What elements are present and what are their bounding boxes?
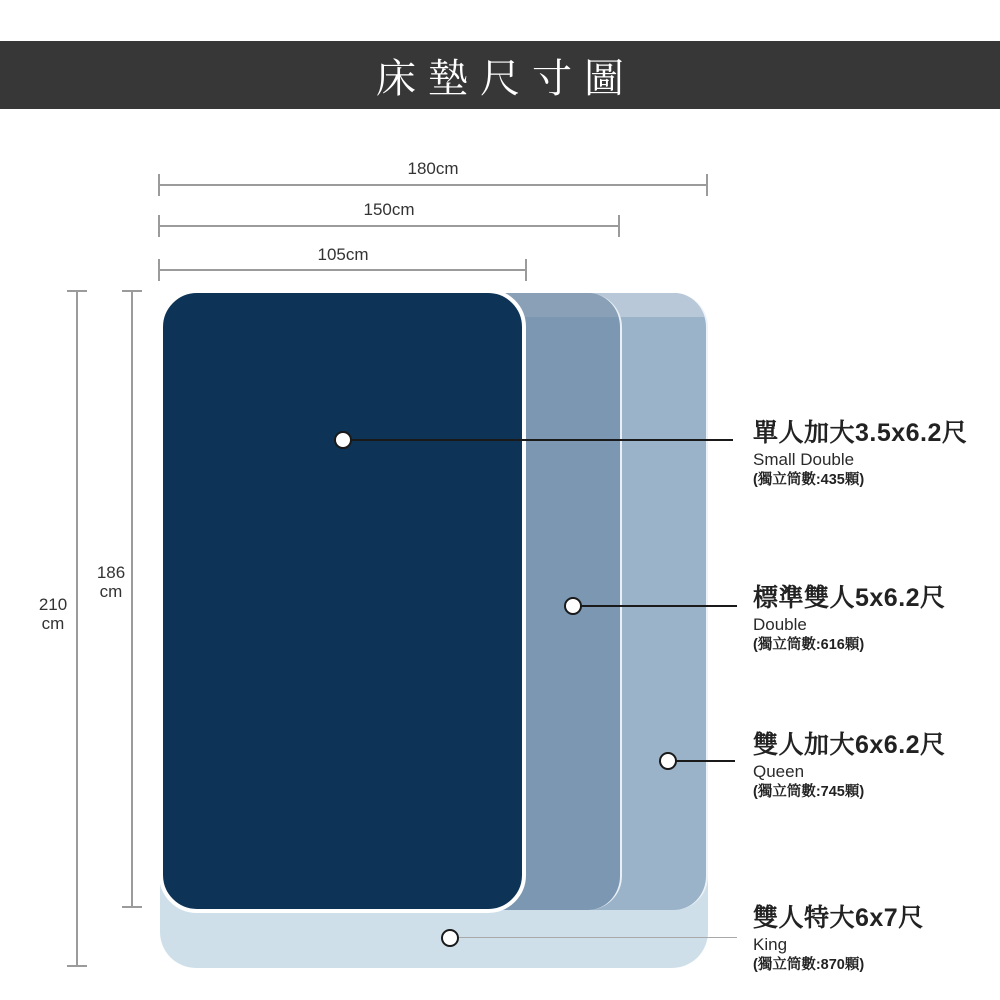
dimension-label-105cm: 105cm (317, 245, 369, 264)
callout-small-double (753, 420, 1000, 489)
callout-name-en: Small Double (753, 450, 855, 469)
callout-king (753, 905, 1000, 974)
callout-name-en: Double (753, 615, 807, 634)
dimension-186-unit: cm (99, 582, 123, 601)
callout-dot-small-double (334, 431, 352, 449)
dimension-label-180cm: 180cm (407, 159, 459, 178)
dimension-line-150cm (158, 225, 620, 227)
callout-double (753, 585, 1000, 654)
mattress-rect-small-double (159, 289, 526, 913)
dimension-label-150cm: 150cm (363, 200, 415, 219)
dimension-210-unit: cm (41, 614, 65, 633)
callout-name-en: King (753, 935, 788, 954)
header-bar (0, 41, 1000, 109)
page-title: 床墊尺寸圖 (376, 56, 636, 101)
dimension-186-value: 186 (96, 563, 126, 582)
callout-title-zh: 單人加大3.5x6.2尺 (753, 419, 968, 447)
callout-line-queen (675, 760, 735, 762)
callout-title-zh: 雙人特大6x7尺 (753, 904, 924, 932)
callout-spring-count: (獨立筒數:616顆) (753, 637, 865, 653)
dimension-line-105cm (158, 269, 527, 271)
callout-line-king (457, 937, 737, 938)
callout-spring-count: (獨立筒數:435顆) (753, 472, 865, 488)
callout-title-zh: 雙人加大6x6.2尺 (753, 731, 946, 759)
callout-dot-queen (659, 752, 677, 770)
dimension-line-210cm (76, 290, 78, 967)
dimension-label-186cm (88, 563, 134, 601)
dimension-line-180cm (158, 184, 708, 186)
callout-spring-count: (獨立筒數:745顆) (753, 784, 865, 800)
callout-dot-king (441, 929, 459, 947)
callout-name-en: Queen (753, 762, 805, 781)
callout-line-small-double (350, 439, 733, 441)
dimension-label-210cm (30, 595, 76, 633)
callout-line-double (580, 605, 737, 607)
callout-title-zh: 標準雙人5x6.2尺 (753, 584, 946, 612)
callout-dot-double (564, 597, 582, 615)
callout-queen (753, 732, 1000, 801)
dimension-210-value: 210 (38, 595, 68, 614)
callout-spring-count: (獨立筒數:870顆) (753, 957, 865, 973)
